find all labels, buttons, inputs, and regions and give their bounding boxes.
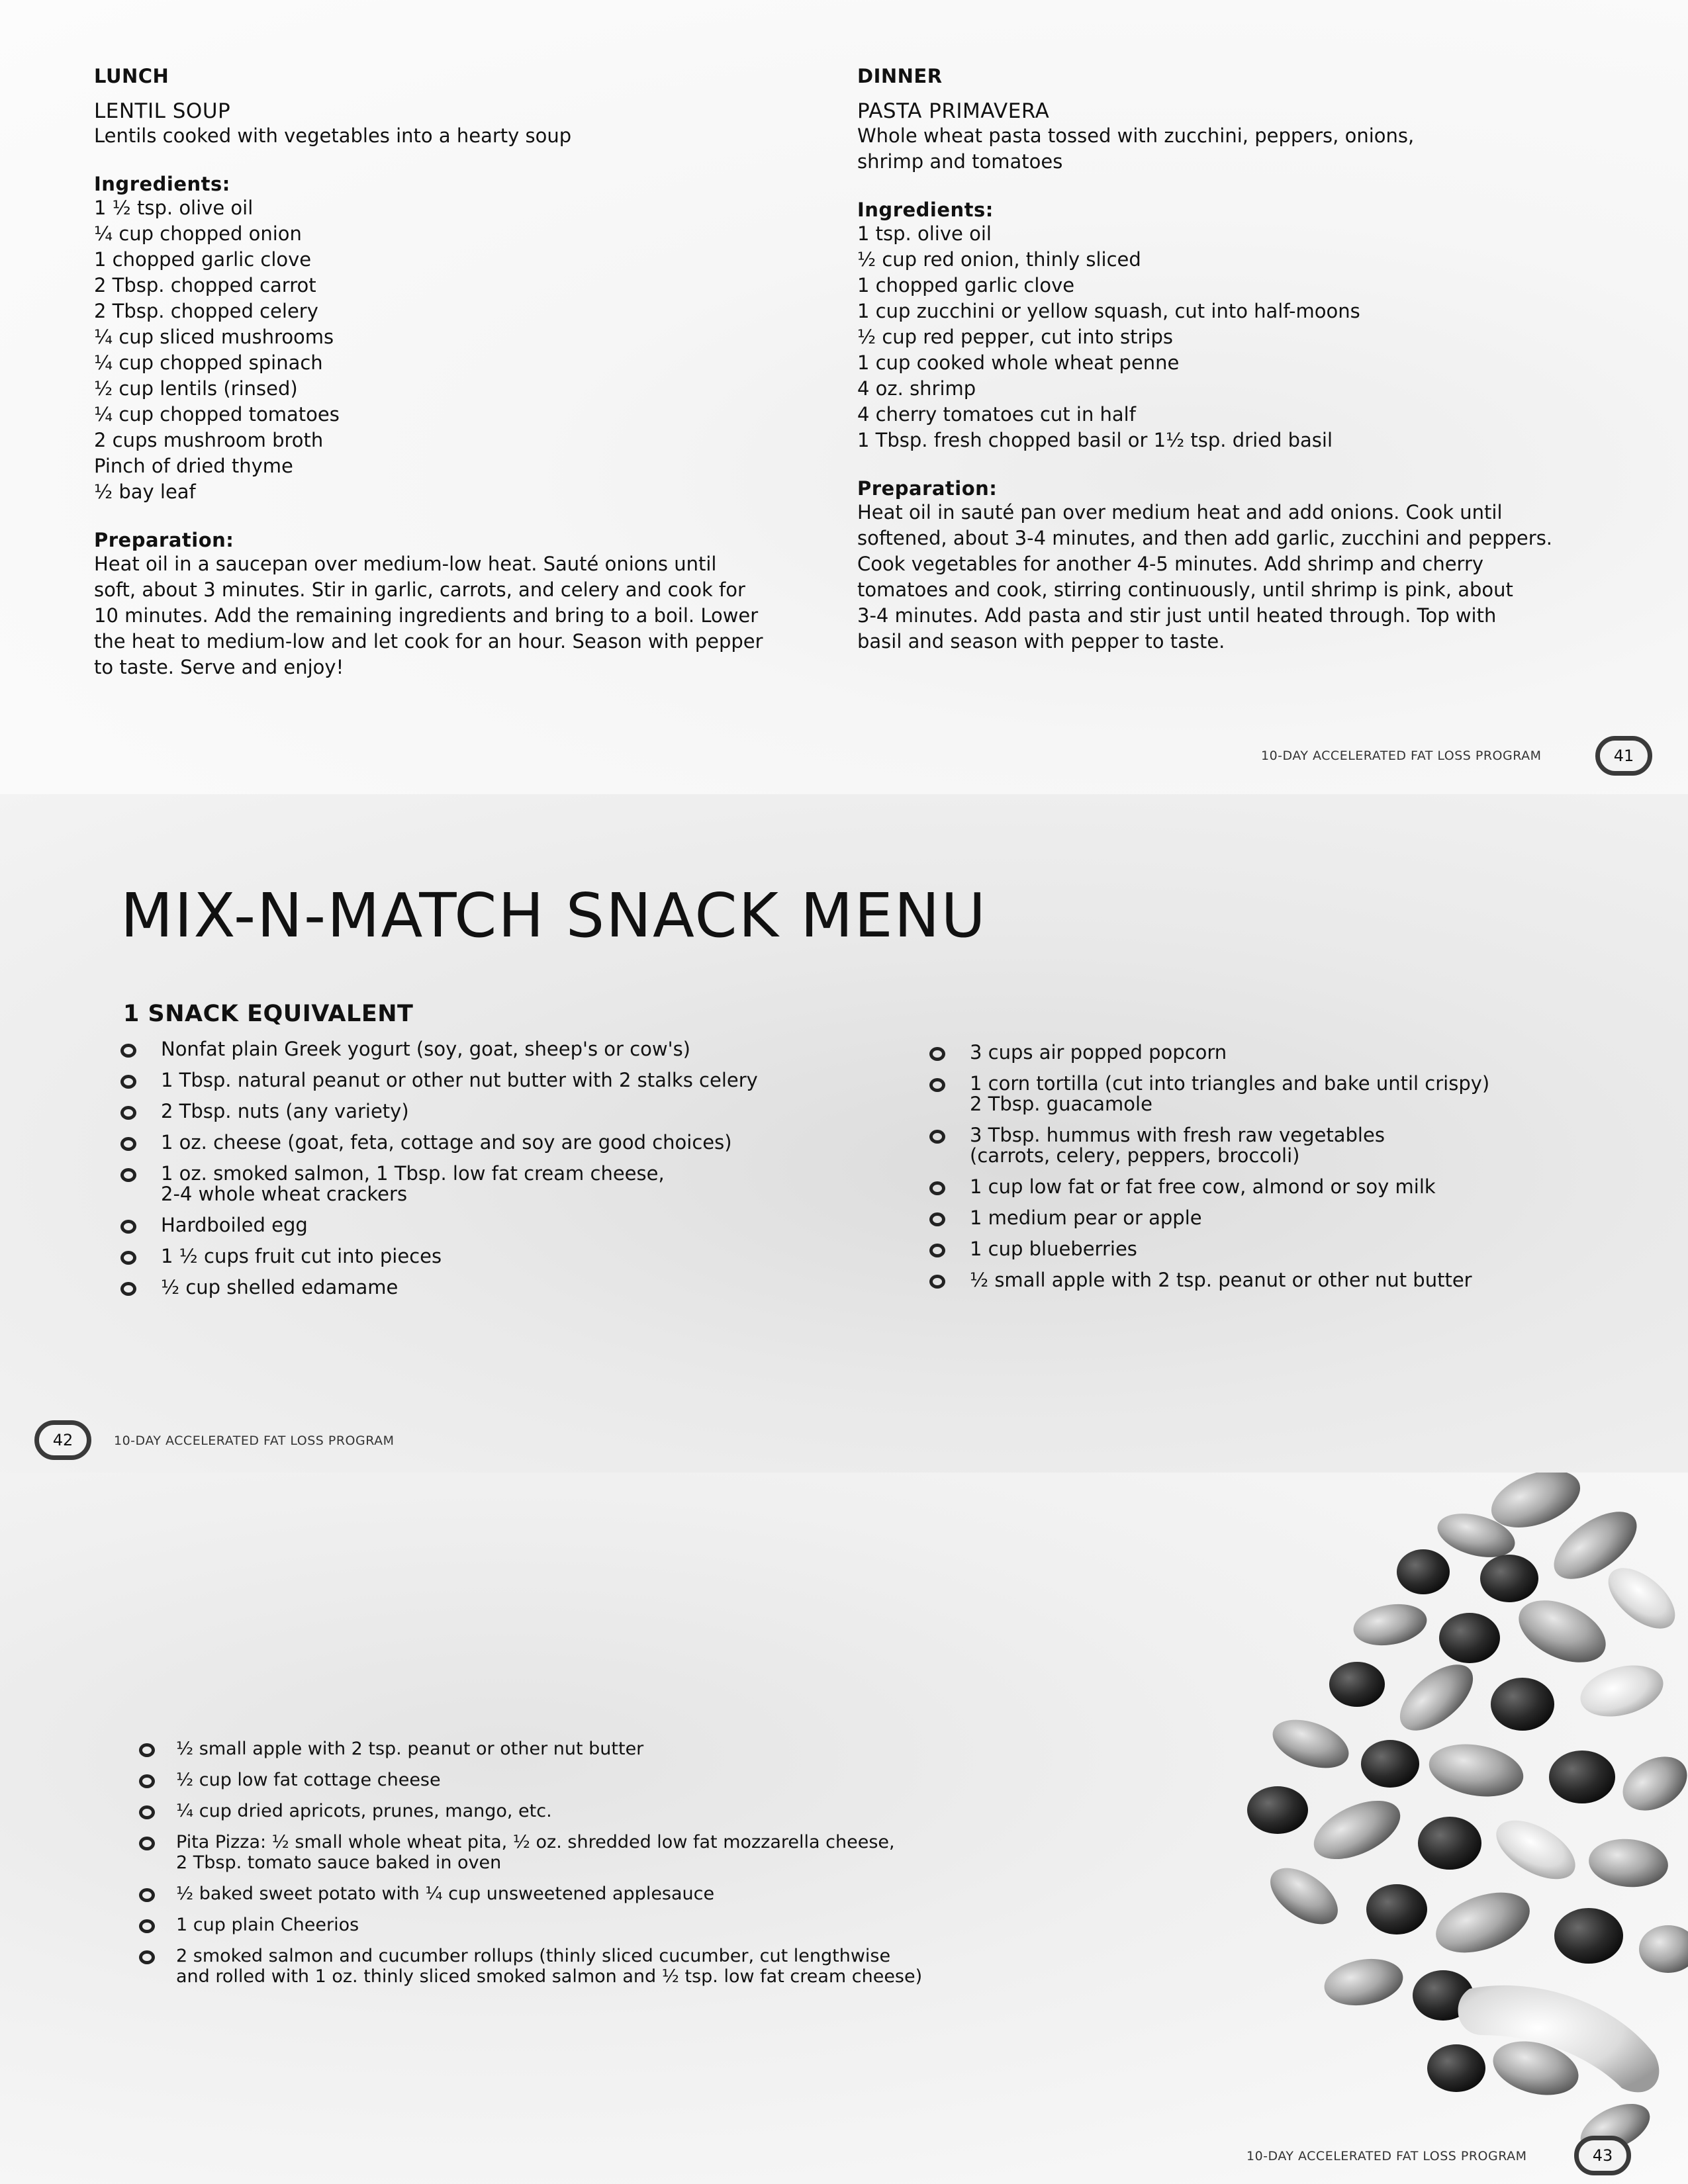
ingredient-item: 1 chopped garlic clove: [94, 248, 312, 271]
list-item: Hardboiled egg: [120, 1215, 895, 1236]
bullet-circle-icon: [139, 1837, 155, 1850]
lunch-ingredients-list: [94, 195, 809, 505]
bullet-circle-icon: [120, 1075, 136, 1089]
lunch-ingredients-label: Ingredients:: [94, 173, 230, 195]
preparation-line: Cook vegetables for another 4-5 minutes. Add shrimp and cherry: [857, 553, 1484, 575]
ingredient-item: 2 Tbsp. chopped celery: [94, 300, 318, 322]
ingredient-item: 1 cup cooked whole wheat penne: [857, 351, 1180, 374]
bullet-circle-icon: [929, 1212, 945, 1226]
page-number: 43: [1592, 2146, 1613, 2165]
ingredient-item: ½ cup lentils (rinsed): [94, 377, 298, 400]
bullet-circle-icon: [120, 1106, 136, 1120]
list-item: ½ small apple with 2 tsp. peanut or other nut butter: [929, 1270, 1658, 1291]
ingredient-item: ¼ cup chopped tomatoes: [94, 403, 340, 426]
dinner-ingredients-list: [857, 221, 1618, 453]
bullet-circle-icon: [929, 1078, 945, 1092]
description-line: shrimp and tomatoes: [857, 150, 1063, 173]
page-number: 41: [1613, 747, 1634, 765]
page-footer: 10-DAY ACCELERATED FAT LOSS PROGRAM: [1261, 749, 1542, 763]
preparation-line: basil and season with pepper to taste.: [857, 630, 1225, 653]
page-title: MIX-N-MATCH SNACK MENU: [120, 880, 987, 951]
nut-pile: [1247, 1473, 1688, 2161]
ingredient-item: ¼ cup sliced mushrooms: [94, 326, 334, 348]
list-item: ½ small apple with 2 tsp. peanut or other nut butter: [139, 1739, 1099, 1759]
dinner-recipe: [857, 65, 1618, 655]
list-item: 1 cup low fat or fat free cow, almond or soy milk: [929, 1177, 1658, 1197]
list-item: 1 ½ cups fruit cut into pieces: [120, 1246, 895, 1267]
snack-list-right: [929, 1042, 1658, 1301]
bullet-circle-icon: [139, 1774, 155, 1788]
bullet-circle-icon: [120, 1044, 136, 1058]
ingredient-item: 1 Tbsp. fresh chopped basil or 1½ tsp. dried basil: [857, 429, 1333, 451]
list-item: 1 medium pear or apple: [929, 1208, 1658, 1228]
page-number: 42: [52, 1431, 73, 1449]
preparation-line: 10 minutes. Add the remaining ingredients and bring to a boil. Lower: [94, 604, 759, 627]
preparation-line: soft, about 3 minutes. Stir in garlic, carrots, and celery and cook for: [94, 578, 745, 601]
ingredient-item: 1 ½ tsp. olive oil: [94, 197, 254, 219]
bullet-circle-icon: [120, 1137, 136, 1151]
list-item: ½ cup shelled edamame: [120, 1277, 895, 1298]
bullet-circle-icon: [929, 1275, 945, 1289]
description-line: Whole wheat pasta tossed with zucchini, peppers, onions,: [857, 124, 1415, 147]
bullet-circle-icon: [929, 1244, 945, 1257]
dinner-recipe-title: PASTA PRIMAVERA: [857, 99, 1050, 123]
lunch-preparation-text: [94, 551, 809, 680]
bullet-circle-icon: [120, 1220, 136, 1234]
page-42: [0, 794, 1688, 1473]
list-item: ¼ cup dried apricots, prunes, mango, etc.: [139, 1801, 1099, 1821]
list-item: 1 cup blueberries: [929, 1239, 1658, 1259]
list-item: 2 smoked salmon and cucumber rollups (thinly sliced cucumber, cut lengthwise and rolled with 1 oz. thinly sliced smoked salmon and ½ tsp. low fat cream cheese): [139, 1946, 1099, 1987]
section-heading: 1 SNACK EQUIVALENT: [123, 1001, 414, 1027]
lunch-preparation-label: Preparation:: [94, 529, 234, 551]
list-item: Nonfat plain Greek yogurt (soy, goat, sheep's or cow's): [120, 1039, 895, 1060]
snack-list-left: [120, 1039, 895, 1308]
ingredient-item: 4 oz. shrimp: [857, 377, 976, 400]
snack-list: [139, 1739, 1099, 1997]
page-43: [0, 1473, 1688, 2184]
bullet-circle-icon: [929, 1181, 945, 1195]
dinner-preparation-label: Preparation:: [857, 477, 998, 500]
list-item: 1 Tbsp. natural peanut or other nut butter with 2 stalks celery: [120, 1070, 895, 1091]
list-item: 1 cup plain Cheerios: [139, 1915, 1099, 1935]
preparation-line: to taste. Serve and enjoy!: [94, 656, 344, 678]
ingredient-item: ½ cup red pepper, cut into strips: [857, 326, 1173, 348]
dinner-ingredients-label: Ingredients:: [857, 199, 994, 221]
ingredient-item: ½ cup red onion, thinly sliced: [857, 248, 1141, 271]
ingredient-item: 2 Tbsp. chopped carrot: [94, 274, 316, 296]
bullet-circle-icon: [139, 1919, 155, 1933]
page-41: [0, 0, 1688, 794]
lunch-description: Lentils cooked with vegetables into a hearty soup: [94, 124, 572, 147]
bullet-circle-icon: [929, 1047, 945, 1061]
list-item: 3 cups air popped popcorn: [929, 1042, 1658, 1063]
preparation-line: softened, about 3-4 minutes, and then add garlic, zucchini and peppers.: [857, 527, 1553, 549]
lunch-heading: LUNCH: [94, 65, 169, 87]
ingredient-item: 1 tsp. olive oil: [857, 222, 992, 245]
dinner-heading: DINNER: [857, 65, 943, 87]
list-item: 1 oz. cheese (goat, feta, cottage and soy are good choices): [120, 1132, 895, 1153]
ingredient-item: 4 cherry tomatoes cut in half: [857, 403, 1136, 426]
ingredient-item: Pinch of dried thyme: [94, 455, 293, 477]
list-item: ½ cup low fat cottage cheese: [139, 1770, 1099, 1790]
page-number-badge: [34, 1420, 91, 1460]
bullet-circle-icon: [139, 1743, 155, 1757]
preparation-line: Heat oil in sauté pan over medium heat and add onions. Cook until: [857, 501, 1503, 523]
page-number-badge: [1574, 2136, 1631, 2175]
bullet-circle-icon: [139, 1888, 155, 1902]
preparation-line: Heat oil in a saucepan over medium-low heat. Sauté onions until: [94, 553, 717, 575]
ingredient-item: ½ bay leaf: [94, 480, 196, 503]
lunch-recipe-title: LENTIL SOUP: [94, 99, 231, 123]
list-item: 1 oz. smoked salmon, 1 Tbsp. low fat cream cheese, 2-4 whole wheat crackers: [120, 1163, 895, 1205]
preparation-line: tomatoes and cook, stirring continuously, until shrimp is pink, about: [857, 578, 1513, 601]
dinner-preparation-text: [857, 500, 1618, 655]
list-item: 1 corn tortilla (cut into triangles and bake until crispy) 2 Tbsp. guacamole: [929, 1073, 1658, 1115]
ingredient-item: 2 cups mushroom broth: [94, 429, 324, 451]
ingredient-item: 1 chopped garlic clove: [857, 274, 1075, 296]
ingredient-item: ¼ cup chopped spinach: [94, 351, 323, 374]
page-number-badge: [1595, 736, 1652, 776]
bullet-circle-icon: [139, 1950, 155, 1964]
list-item: Pita Pizza: ½ small whole wheat pita, ½ oz. shredded low fat mozzarella cheese, 2 Tbsp. tomato sauce baked in oven: [139, 1832, 1099, 1873]
ingredient-item: 1 cup zucchini or yellow squash, cut into half-moons: [857, 300, 1360, 322]
mixed-nuts-photo: [1192, 1473, 1688, 2184]
page-footer: 10-DAY ACCELERATED FAT LOSS PROGRAM: [1246, 2149, 1527, 2163]
page-footer: 10-DAY ACCELERATED FAT LOSS PROGRAM: [114, 1433, 395, 1448]
ingredient-item: ¼ cup chopped onion: [94, 222, 302, 245]
list-item: ½ baked sweet potato with ¼ cup unsweetened applesauce: [139, 1884, 1099, 1904]
bullet-circle-icon: [120, 1251, 136, 1265]
preparation-line: 3-4 minutes. Add pasta and stir just until heated through. Top with: [857, 604, 1497, 627]
bullet-circle-icon: [120, 1168, 136, 1182]
bullet-circle-icon: [929, 1130, 945, 1144]
bullet-circle-icon: [139, 1805, 155, 1819]
list-item: 2 Tbsp. nuts (any variety): [120, 1101, 895, 1122]
lunch-recipe: [94, 65, 809, 680]
preparation-line: the heat to medium-low and let cook for an hour. Season with pepper: [94, 630, 763, 653]
dinner-description: [857, 123, 1618, 175]
list-item: 3 Tbsp. hummus with fresh raw vegetables (carrots, celery, peppers, broccoli): [929, 1125, 1658, 1166]
bullet-circle-icon: [120, 1282, 136, 1296]
